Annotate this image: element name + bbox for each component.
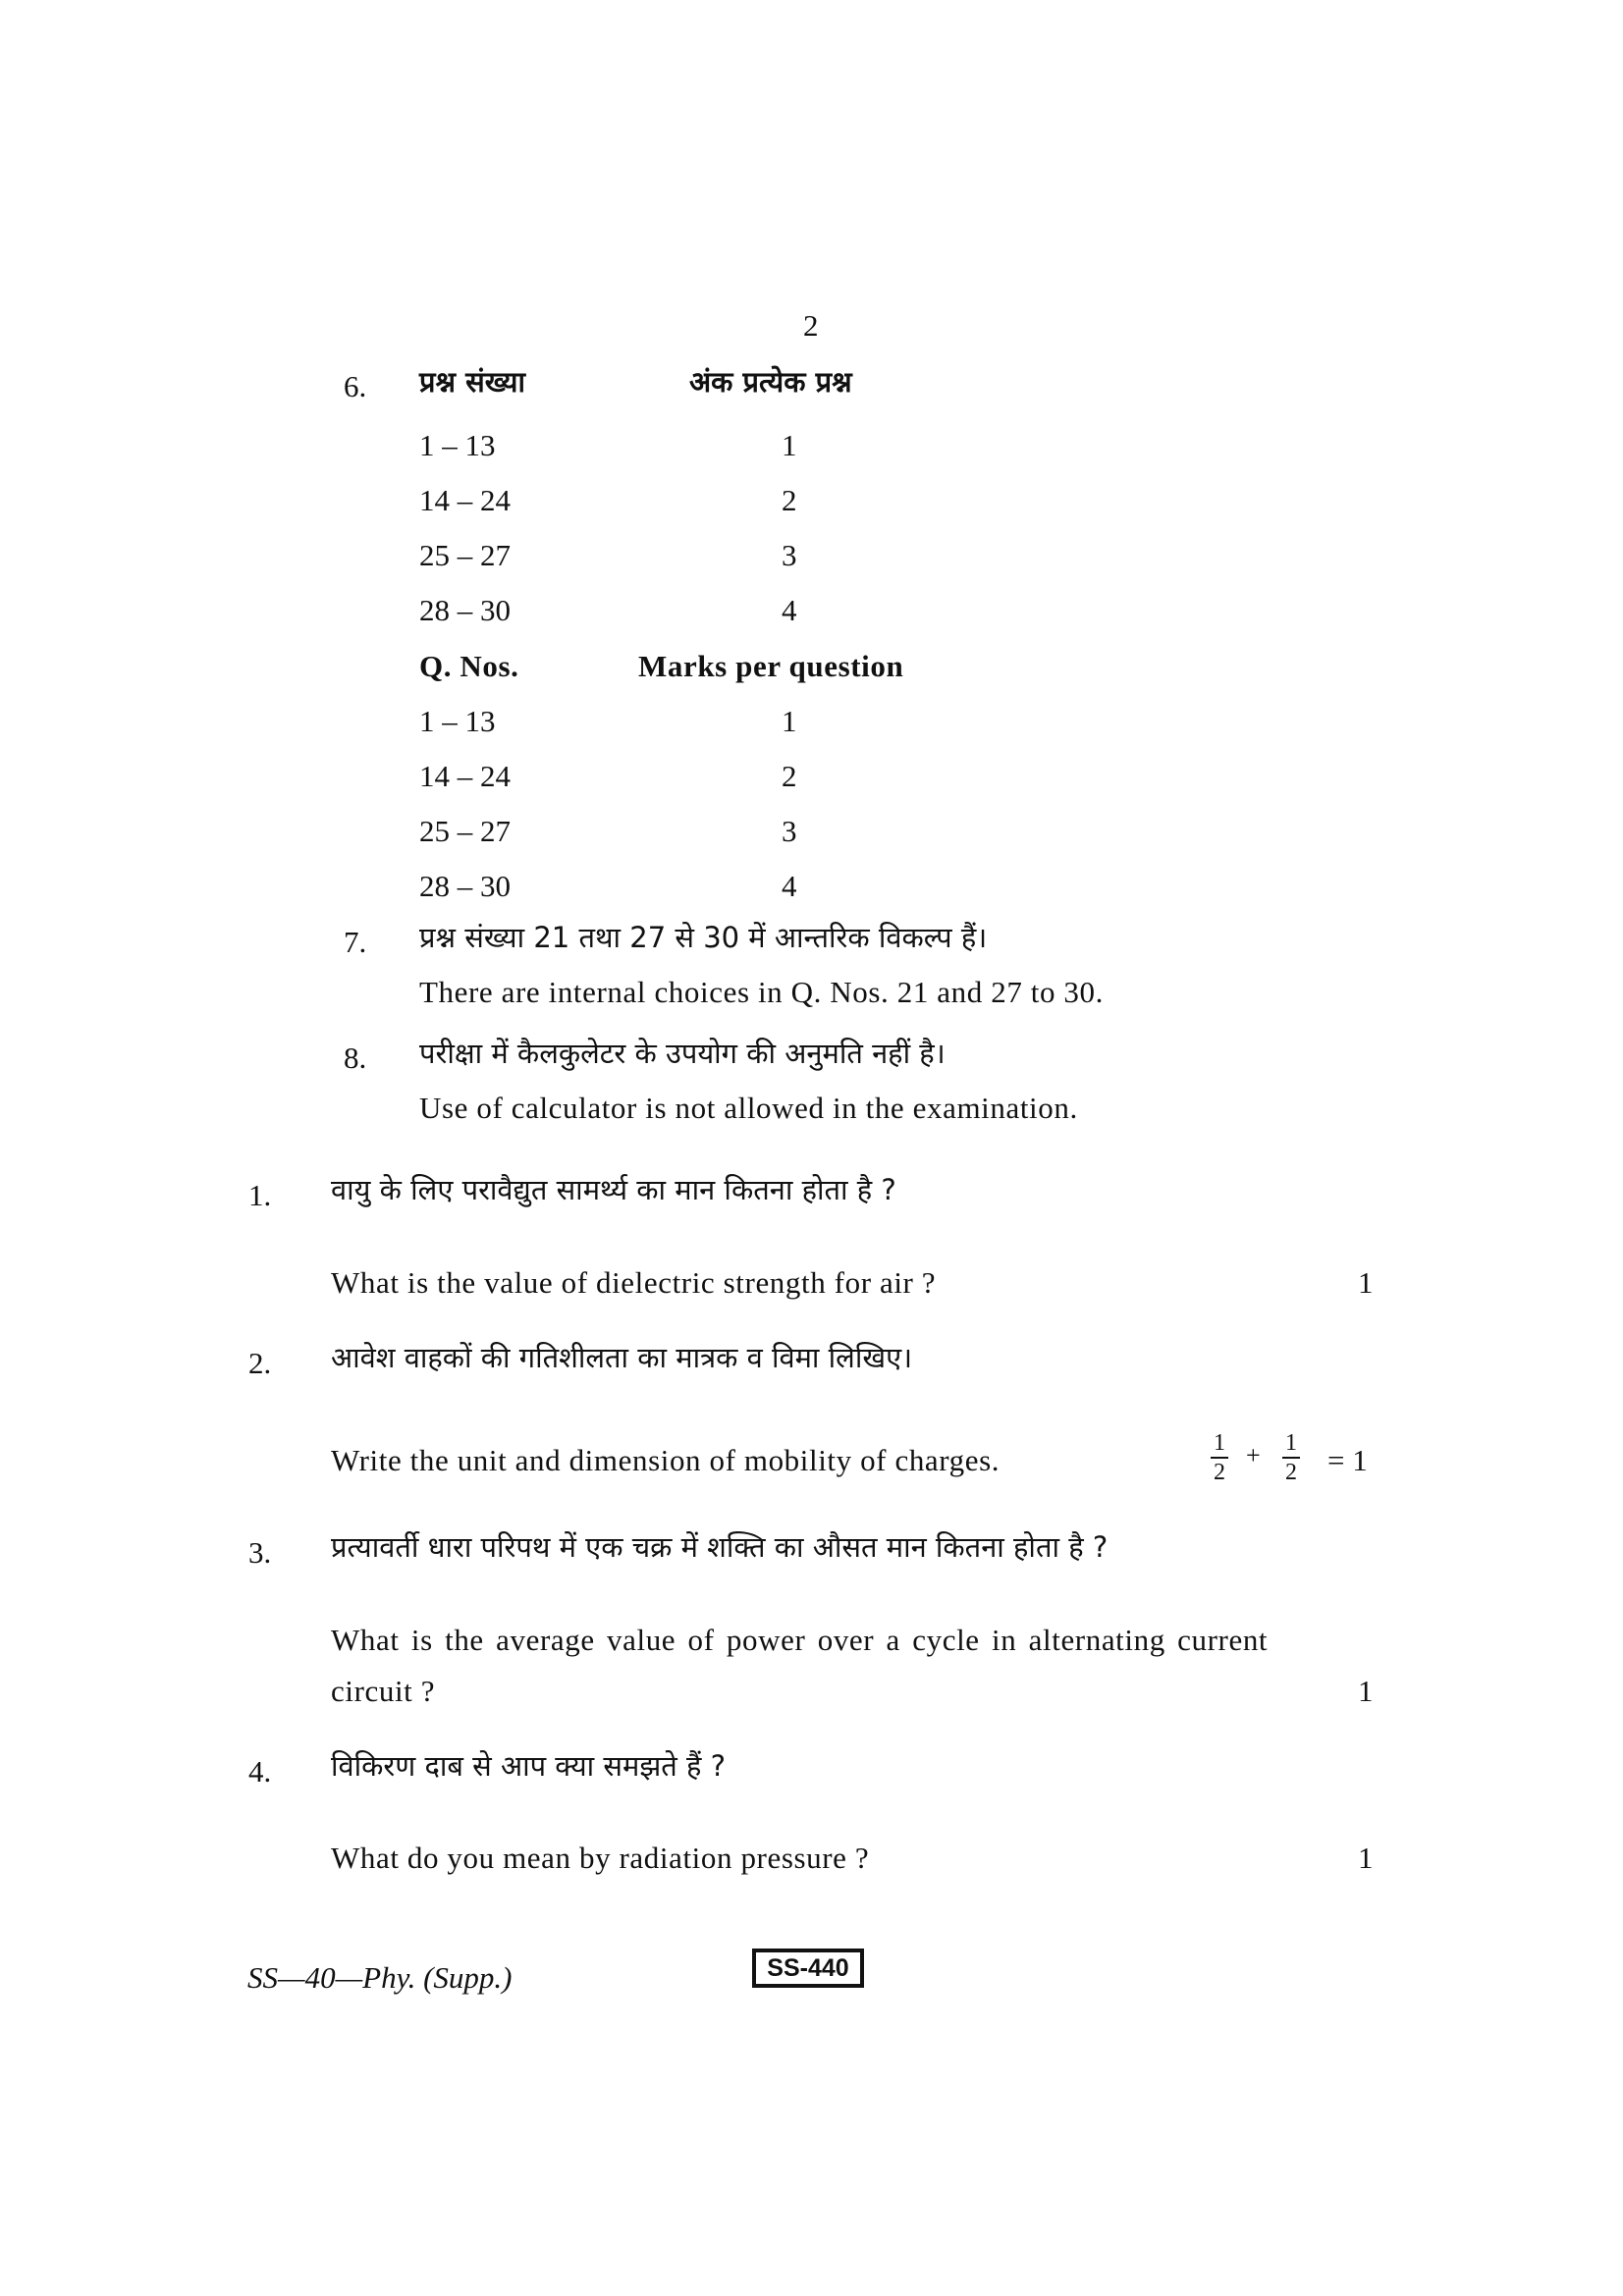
fraction-denominator: 2 (1285, 1460, 1297, 1485)
table-header-marks-hindi: अंक प्रत्येक प्रश्न (689, 365, 852, 399)
question-marks: 1 (1358, 1265, 1374, 1300)
item-number: 6. (344, 369, 367, 403)
table-cell-marks: 3 (782, 814, 797, 848)
table-cell-range: 28 – 30 (419, 593, 511, 627)
fraction-half (1282, 1431, 1300, 1484)
table-cell-marks: 4 (782, 593, 797, 627)
question-number: 3. (248, 1535, 272, 1570)
question-marks: 1 (1358, 1674, 1374, 1708)
table-cell-marks: 3 (782, 538, 797, 572)
fraction-denominator: 2 (1214, 1460, 1225, 1485)
table-cell-range: 25 – 27 (419, 814, 511, 848)
question-text-hindi: वायु के लिए परावैद्युत सामर्थ्य का मान कितना होता है ? (331, 1173, 896, 1206)
item-number: 8. (344, 1041, 367, 1075)
fraction-bar (1282, 1457, 1300, 1459)
table-cell-marks: 2 (782, 759, 797, 793)
instruction-text-english: There are internal choices in Q. Nos. 21 and 27 to 30. (419, 975, 1104, 1009)
fraction-numerator: 1 (1214, 1430, 1225, 1456)
question-text-english: Write the unit and dimension of mobility of charges. (331, 1443, 1001, 1477)
instruction-text-english: Use of calculator is not allowed in the examination. (419, 1091, 1078, 1125)
marks-total: = 1 (1327, 1443, 1368, 1477)
question-text-english: What is the value of dielectric strength for air ? (331, 1265, 937, 1300)
question-text-hindi: आवेश वाहकों की गतिशीलता का मात्रक व विमा लिखिए। (331, 1341, 913, 1374)
instruction-text-hindi: परीक्षा में कैलकुलेटर के उपयोग की अनुमति नहीं है। (419, 1037, 946, 1070)
question-number: 1. (248, 1178, 272, 1212)
question-text-english-cont: circuit ? (331, 1674, 436, 1708)
fraction-numerator: 1 (1285, 1430, 1297, 1456)
table-cell-range: 28 – 30 (419, 869, 511, 903)
question-marks: 1 (1358, 1841, 1374, 1875)
table-cell-marks: 1 (782, 704, 797, 738)
table-header-marks: Marks per question (638, 649, 904, 683)
plus-sign: + (1246, 1441, 1261, 1469)
paper-code-badge: SS-440 (752, 1949, 864, 1988)
table-cell-range: 1 – 13 (419, 428, 496, 462)
fraction-bar (1211, 1457, 1228, 1459)
table-cell-range: 14 – 24 (419, 483, 511, 517)
question-text-english: What do you mean by radiation pressure ? (331, 1841, 870, 1875)
table-cell-marks: 2 (782, 483, 797, 517)
paper-code-label: SS—40—Phy. (Supp.) (247, 1960, 513, 1995)
table-cell-marks: 4 (782, 869, 797, 903)
table-header-qnos: Q. Nos. (419, 649, 519, 683)
table-cell-range: 14 – 24 (419, 759, 511, 793)
table-header-qnos-hindi: प्रश्न संख्या (419, 365, 526, 399)
question-text-english: What is the average value of power over a cycle in alternating current (331, 1623, 1269, 1657)
page-number: 2 (803, 308, 819, 343)
question-text-hindi: विकिरण दाब से आप क्या समझते हैं ? (331, 1749, 726, 1783)
question-number: 2. (248, 1346, 272, 1380)
table-cell-range: 25 – 27 (419, 538, 511, 572)
fraction-half (1211, 1431, 1228, 1484)
question-text-hindi: प्रत्यावर्ती धारा परिपथ में एक चक्र में शक्ति का औसत मान कितना होता है ? (331, 1530, 1109, 1564)
table-cell-range: 1 – 13 (419, 704, 496, 738)
table-cell-marks: 1 (782, 428, 797, 462)
instruction-text-hindi: प्रश्न संख्या 21 तथा 27 से 30 में आन्तरिक विकल्प हैं। (419, 921, 988, 954)
item-number: 7. (344, 925, 367, 959)
question-number: 4. (248, 1754, 272, 1789)
